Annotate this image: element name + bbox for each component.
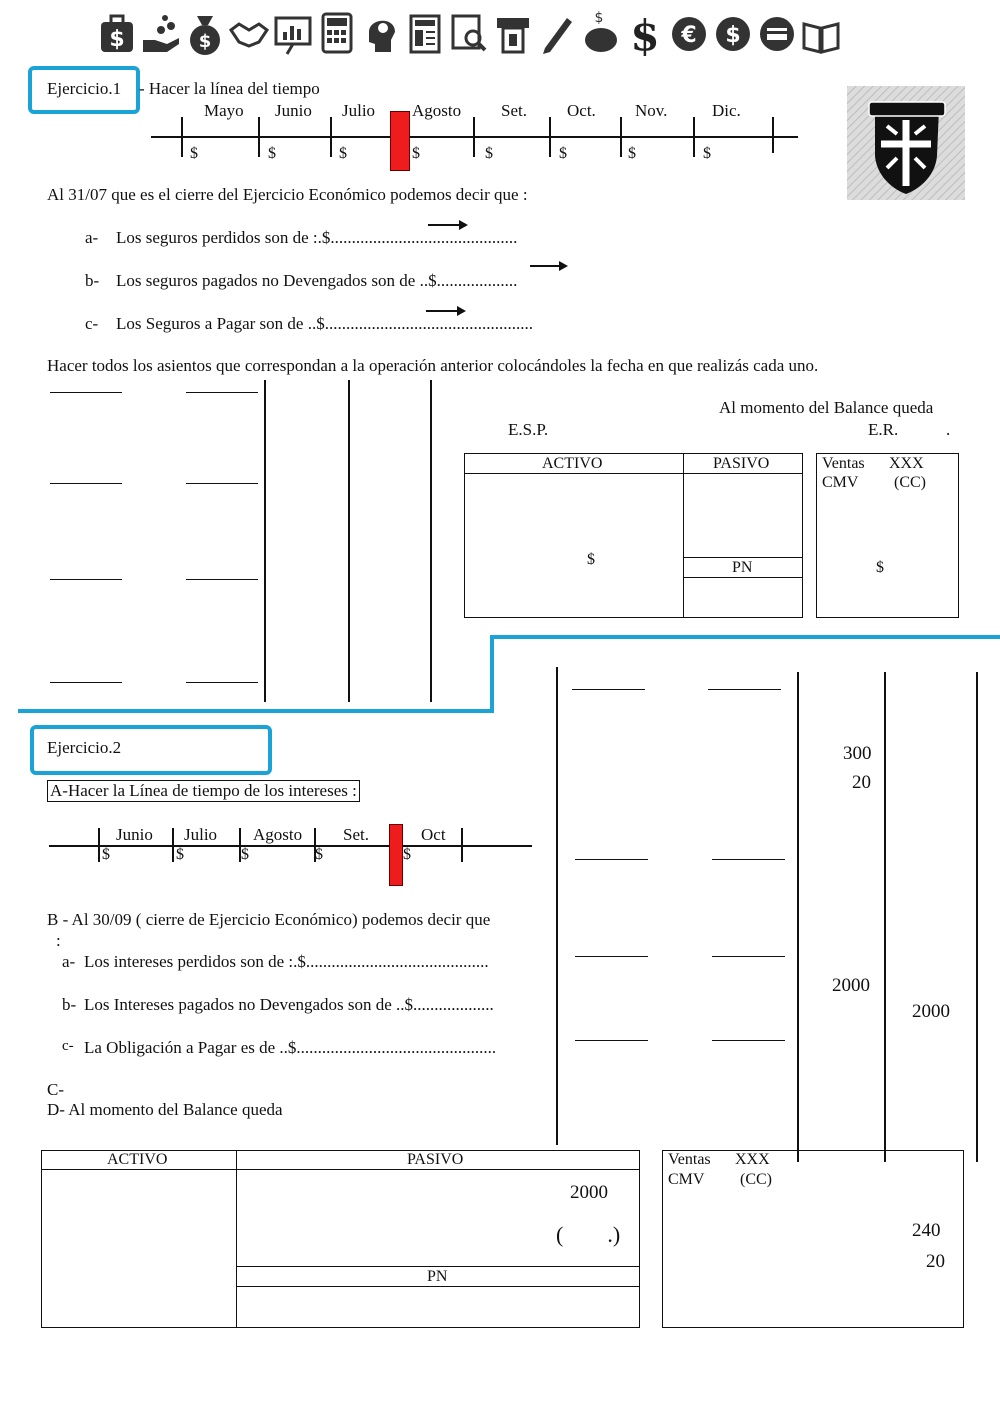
pasivo-value: 2000 — [570, 1182, 608, 1203]
journal-date-blank — [186, 682, 258, 683]
piggy-bank-icon — [581, 10, 621, 56]
timeline-1-tick — [181, 117, 183, 157]
dollar-slot: $ — [485, 145, 493, 162]
question-text: Los seguros perdidos son de :.$............................................ — [116, 228, 518, 247]
month-label: Oct — [421, 825, 446, 844]
exercise-1-subtitle: - Hacer la línea del tiempo — [139, 79, 320, 98]
question-text: La Obligación a Pagar es de ..$............................................... — [84, 1038, 497, 1057]
journal-credit-value: 2000 — [912, 1001, 950, 1022]
month-label: Agosto — [412, 101, 462, 120]
cmv-value: (CC) — [740, 1171, 772, 1188]
pn-rule — [236, 1286, 639, 1287]
month-label: Oct. — [567, 101, 596, 120]
journal-column-rule — [556, 667, 558, 1145]
pasivo-header: PASIVO — [407, 1151, 464, 1168]
esp-table — [464, 453, 803, 618]
cmv-label: CMV — [668, 1171, 705, 1188]
journal-column-rule — [264, 380, 266, 702]
month-label: Set. — [343, 825, 369, 844]
esp-column-rule — [683, 453, 684, 617]
right-arrow-icon — [530, 265, 566, 267]
pen-icon — [537, 10, 577, 56]
month-label: Junio — [275, 101, 312, 120]
journal-column-rule — [430, 380, 432, 702]
journal-date-blank — [708, 689, 781, 690]
calculator-icon — [317, 10, 357, 56]
ventas-value: XXX — [889, 455, 924, 472]
question-letter: a- — [85, 228, 99, 247]
journal-column-rule — [884, 672, 886, 1162]
presentation-chart-icon — [273, 10, 313, 56]
pasivo-header: PASIVO — [713, 455, 770, 472]
question-letter: a- — [62, 952, 76, 971]
school-crest-logo — [847, 86, 965, 200]
month-label: Julio — [342, 101, 376, 120]
finance-icon-strip — [97, 10, 841, 56]
dollar-slot: $ — [241, 846, 249, 863]
svg-text:$: $ — [725, 23, 741, 48]
journal-date-blank — [186, 579, 258, 580]
dollar-slot: $ — [315, 846, 323, 863]
er-value: $ — [876, 559, 884, 576]
esp-table-2 — [41, 1150, 640, 1328]
section-divider — [490, 635, 1000, 639]
document-search-icon — [449, 10, 489, 56]
handshake-icon — [229, 10, 269, 56]
timeline-1-tick — [330, 117, 332, 157]
pn-rule — [683, 577, 802, 578]
activo-header: ACTIVO — [542, 455, 603, 472]
er-label-dot: . — [946, 420, 951, 439]
svg-text:$: $ — [109, 27, 125, 52]
timeline-2-tick — [461, 828, 463, 862]
month-label: Junio — [116, 825, 153, 844]
timeline-2-axis — [49, 845, 532, 847]
timeline-1-tick — [693, 117, 695, 157]
question-text: Los Intereses pagados no Devengados son de ..$................... — [84, 995, 494, 1014]
question-letter: b- — [62, 995, 77, 1014]
section-d-label: D- Al momento del Balance queda — [47, 1100, 283, 1119]
dollar-slot: $ — [190, 145, 198, 162]
svg-text:$: $ — [630, 11, 660, 56]
month-label: Julio — [184, 825, 218, 844]
timeline-2-tick — [98, 828, 100, 862]
journal-date-blank — [572, 689, 645, 690]
month-label: Dic. — [712, 101, 741, 120]
esp-column-rule — [236, 1150, 237, 1327]
section-divider — [490, 635, 494, 713]
journal-date-blank — [186, 483, 258, 484]
pn-header: PN — [732, 559, 753, 576]
money-bag-dollar-icon — [97, 10, 137, 56]
section-divider — [18, 709, 493, 713]
closing-date-marker — [389, 824, 403, 886]
journal-date-blank — [575, 956, 648, 957]
esp-label: E.S.P. — [508, 420, 549, 439]
question-text: Los intereses perdidos son de :.$........................................... — [84, 952, 489, 971]
month-label: Agosto — [253, 825, 303, 844]
dollar-slot: $ — [176, 846, 184, 863]
journal-date-blank — [712, 1040, 785, 1041]
journal-debit-value: 20 — [852, 772, 871, 793]
month-label: Mayo — [204, 101, 244, 120]
esp-header-rule — [41, 1169, 639, 1170]
exercise-2-subtitle: A-Hacer la Línea de tiempo de los intereses : — [47, 780, 360, 802]
svg-text:$: $ — [594, 10, 604, 26]
er-value: 240 — [912, 1220, 941, 1241]
pasivo-paren-value: ( .) — [556, 1222, 621, 1247]
journal-date-blank — [186, 392, 258, 393]
exercise-1-intro: Al 31/07 que es el cierre del Ejercicio Económico podemos decir que : — [47, 185, 528, 204]
dollar-slot: $ — [628, 145, 636, 162]
pn-header: PN — [427, 1268, 448, 1285]
journal-date-blank — [50, 682, 122, 683]
journal-debit-value: 2000 — [832, 975, 870, 996]
ventas-label: Ventas — [668, 1151, 711, 1168]
journal-date-blank — [712, 956, 785, 957]
money-bag-icon — [185, 10, 225, 56]
pn-rule — [683, 557, 802, 558]
right-arrow-icon — [426, 310, 464, 312]
exercise-2-intro-colon: : — [56, 931, 61, 950]
question-text: Los Seguros a Pagar son de ..$................................................. — [116, 314, 533, 333]
activo-value: $ — [587, 551, 595, 568]
esp-header-rule — [464, 473, 802, 474]
dollar-slot: $ — [412, 145, 420, 162]
timeline-1-tick — [258, 117, 260, 157]
open-book-icon — [801, 10, 841, 56]
journal-date-blank — [50, 483, 122, 484]
journal-date-blank — [575, 1040, 648, 1041]
timeline-1-tick — [549, 117, 551, 157]
euro-coin-icon — [669, 10, 709, 56]
pn-rule — [236, 1266, 639, 1267]
svg-text:€: € — [681, 23, 697, 48]
section-c-label: C- — [47, 1080, 64, 1099]
journal-date-blank — [712, 859, 785, 860]
dollar-slot: $ — [102, 846, 110, 863]
right-arrow-icon — [428, 224, 466, 226]
timeline-1-tick — [772, 117, 774, 153]
question-letter: c- — [85, 314, 99, 333]
month-label: Set. — [501, 101, 527, 120]
cmv-label: CMV — [822, 474, 859, 491]
dollar-sign-icon — [625, 10, 665, 56]
journal-date-blank — [50, 392, 122, 393]
dollar-coin-icon — [713, 10, 753, 56]
question-letter: b- — [85, 271, 100, 290]
timeline-1-tick — [620, 117, 622, 157]
exercise-2-intro: B - Al 30/09 ( cierre de Ejercicio Económico) podemos decir que — [47, 910, 491, 929]
newspaper-icon — [405, 10, 445, 56]
exercise-2-title: Ejercicio.2 — [47, 738, 122, 757]
journal-column-rule — [797, 672, 799, 1162]
hand-coins-icon — [141, 10, 181, 56]
dollar-slot: $ — [403, 846, 411, 863]
journal-instruction: Hacer todos los asientos que correspondan a la operación anterior colocándoles la fecha en que realizás cada uno. — [47, 356, 819, 375]
journal-date-blank — [50, 579, 122, 580]
er-label: E.R. — [868, 420, 899, 439]
journal-debit-value: 300 — [843, 743, 872, 764]
er-value: 20 — [926, 1251, 945, 1272]
month-label: Nov. — [635, 101, 668, 120]
ventas-value: XXX — [735, 1151, 770, 1168]
activo-header: ACTIVO — [107, 1151, 168, 1168]
question-letter: c- — [62, 1038, 74, 1054]
atm-icon — [493, 10, 533, 56]
ventas-label: Ventas — [822, 455, 865, 472]
dollar-slot: $ — [268, 145, 276, 162]
dollar-slot: $ — [559, 145, 567, 162]
journal-column-rule — [348, 380, 350, 702]
wallet-card-icon — [757, 10, 797, 56]
journal-date-blank — [575, 859, 648, 860]
timeline-1-tick — [473, 117, 475, 157]
question-text: Los seguros pagados no Devengados son de ..$................... — [116, 271, 518, 290]
exercise-1-title: Ejercicio.1 — [47, 79, 122, 98]
head-gears-icon — [361, 10, 401, 56]
balance-title: Al momento del Balance queda — [719, 398, 934, 417]
timeline-2-tick — [172, 828, 174, 862]
svg-text:$: $ — [198, 31, 212, 52]
closing-date-marker — [390, 111, 410, 171]
dollar-slot: $ — [339, 145, 347, 162]
dollar-slot: $ — [703, 145, 711, 162]
cmv-value: (CC) — [894, 474, 926, 491]
journal-column-rule — [976, 672, 978, 1162]
